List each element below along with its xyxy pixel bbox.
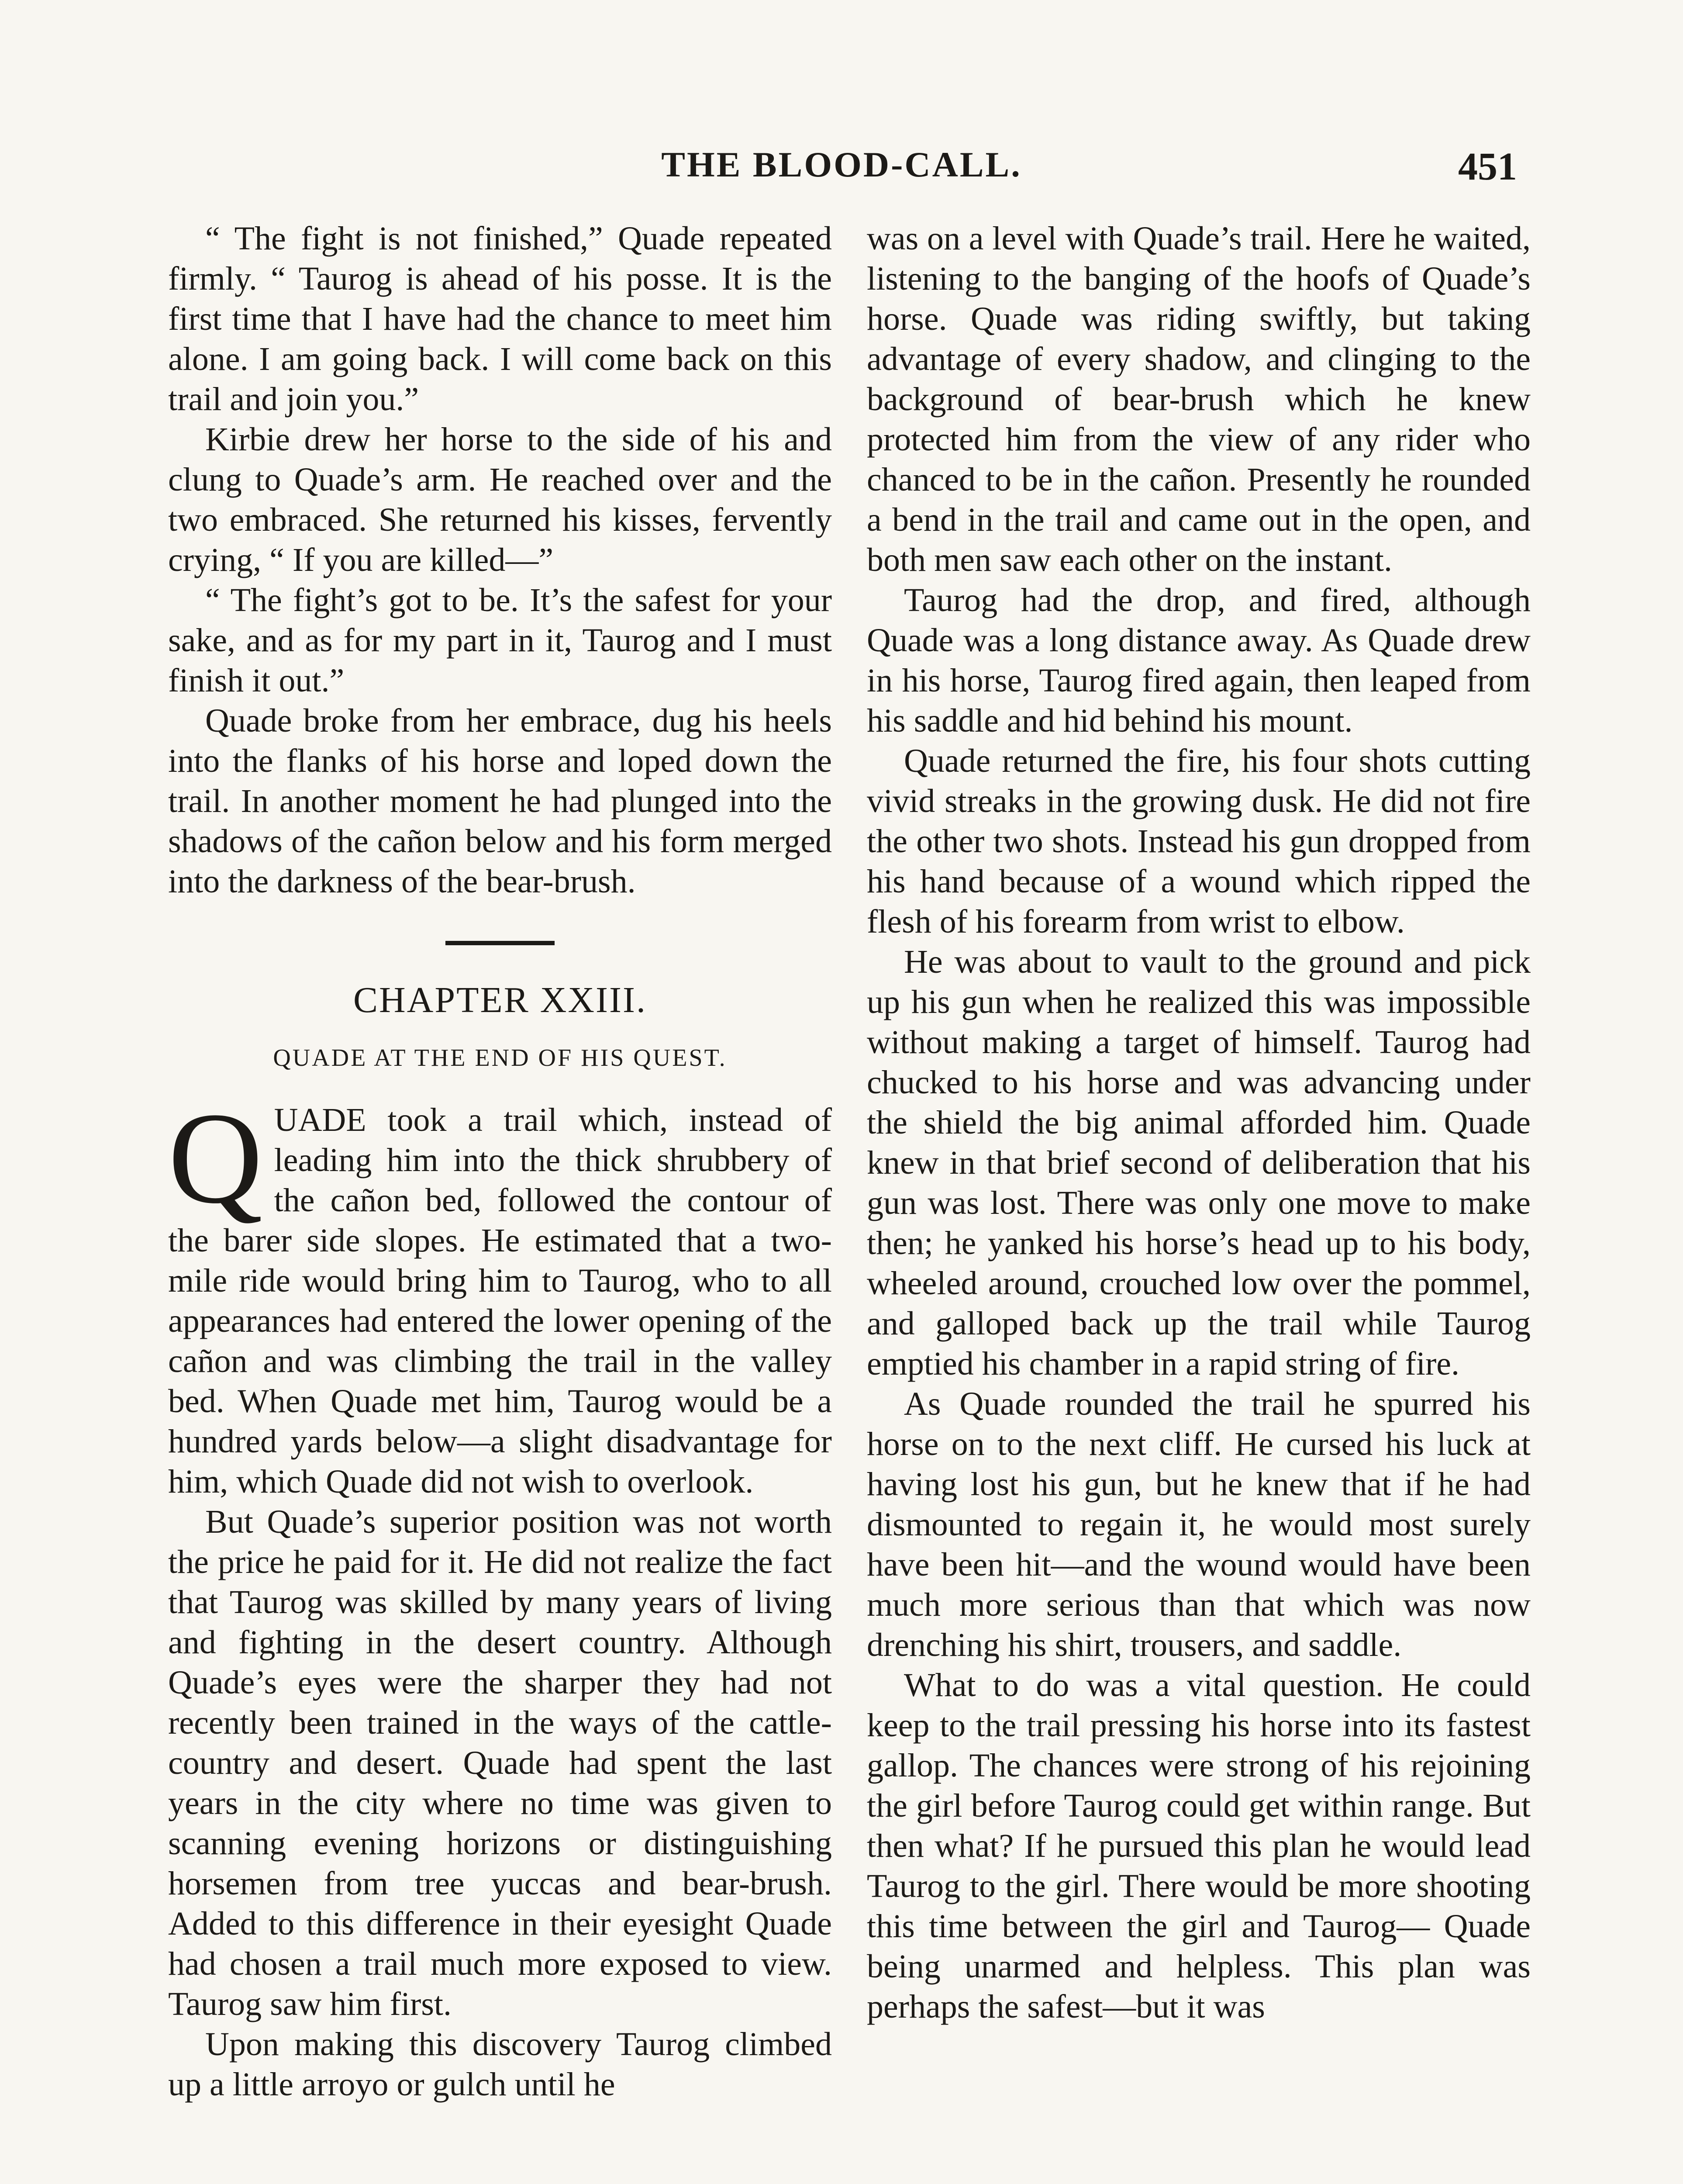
opening-paragraph <box>168 1085 832 1502</box>
paragraph: Taurog had the drop, and fired, although Quade was a long distance away. As Quade drew in his horse, Taurog fired again, then leaped from his saddle and hid behind his mount. <box>867 582 1531 739</box>
opening-text: UADE took a trail which, instead of leading him into the thick shrubbery of the cañon bed, followed the contour of the barer side slopes. He estimated that a two-mile ride would bring him to Taurog, who to all appearances had entered the lower opening of the cañon and was climbing the trail in the valley bed. When Quade met him, Taurog would be a hundred yards below—a slight disadvantage for him, which Quade did not wish to overlook. <box>168 1102 832 1500</box>
left-column <box>168 218 832 2105</box>
chapter-title: CHAPTER XXIII. <box>353 980 647 1020</box>
paragraph: But Quade’s superior position was not worth the price he paid for it. He did not realize the fact that Taurog was skilled by many years of living and fighting in the desert country. Although Quade’s eyes were the sharper they had not recently been trained in the ways of the cattle-country and desert. Quade had spent the last years in the city where no time was given to scanning evening horizons or distinguishing horsemen from tree yuccas and bear-brush. Added to this difference in their eyesight Quade had chosen a trail much more exposed to view. Taurog saw him first. <box>168 1503 832 2022</box>
right-column <box>867 218 1531 2027</box>
paragraph: As Quade rounded the trail he spurred his horse on to the next cliff. He cursed his luck at having lost his gun, but he knew that if he had dismounted to regain it, he would most surely have been hit—and the wound would have been much more serious than that which was now drenching his shirt, trousers, and saddle. <box>867 1386 1531 1663</box>
running-title: THE BLOOD-CALL. <box>661 145 1022 184</box>
continuation-paragraph: was on a level with Quade’s trail. Here he waited, listening to the banging of the hoofs of Quade’s horse. Quade was riding swiftly, but taking advantage of every shadow, and clinging to the background of bear-brush which he knew protected him from the view of any rider who chanced to be in the cañon. Presently he rounded a bend in the trail and came out in the open, and both men saw each other on the instant. <box>867 220 1531 578</box>
paragraph: “ The fight is not finished,” Quade repeated firmly. “ Taurog is ahead of his posse. It is the first time that I have had the chance to meet him alone. I am going back. I will come back on this trail and join you.” <box>168 220 832 418</box>
paragraph: Kirbie drew her horse to the side of his and clung to Quade’s arm. He reached over and the two embraced. She returned his kisses, fervently crying, “ If you are killed—” <box>168 421 832 578</box>
paragraph: What to do was a vital question. He could keep to the trail pressing his horse into its fastest gallop. The chances were strong of his rejoining the girl before Taurog could get within range. But then what? If he pursued this plan he would lead Taurog to the girl. There would be more shooting this time between the girl and Taurog— Quade being unarmed and helpless. This plan was perhaps the safest—but it was <box>867 1667 1531 2025</box>
paragraph: Upon making this discovery Taurog climbed up a little arroyo or gulch until he <box>168 2026 832 2103</box>
paragraph: Quade returned the fire, his four shots cutting vivid streaks in the growing dusk. He did not fire the other two shots. Instead his gun dropped from his hand because of a wound which ripped the flesh of his forearm from wrist to elbow. <box>867 743 1531 940</box>
drop-cap: Q <box>168 1085 263 1230</box>
paragraph: “ The fight’s got to be. It’s the safest for your sake, and as for my part in it, Taurog and I must finish it out.” <box>168 582 832 699</box>
page-number: 451 <box>1458 145 1517 188</box>
section-divider <box>445 941 555 945</box>
page-header <box>166 144 1517 192</box>
paragraph: He was about to vault to the ground and pick up his gun when he realized this was impossible without making a target of himself. Taurog had chucked to his horse and was advancing under the shield the big animal afforded him. Quade knew in that brief second of deliberation that his gun was lost. There was only one move to make then; he yanked his horse’s head up to his body, wheeled around, crouched low over the pommel, and galloped back up the trail while Taurog emptied his chamber in a rapid string of fire. <box>867 943 1531 1382</box>
chapter-subtitle: QUADE AT THE END OF HIS QUEST. <box>273 1044 727 1071</box>
paragraph: Quade broke from her embrace, dug his heels into the flanks of his horse and loped down the trail. In another moment he had plunged into the shadows of the cañon below and his form merged into the darkness of the bear-brush. <box>168 702 832 900</box>
